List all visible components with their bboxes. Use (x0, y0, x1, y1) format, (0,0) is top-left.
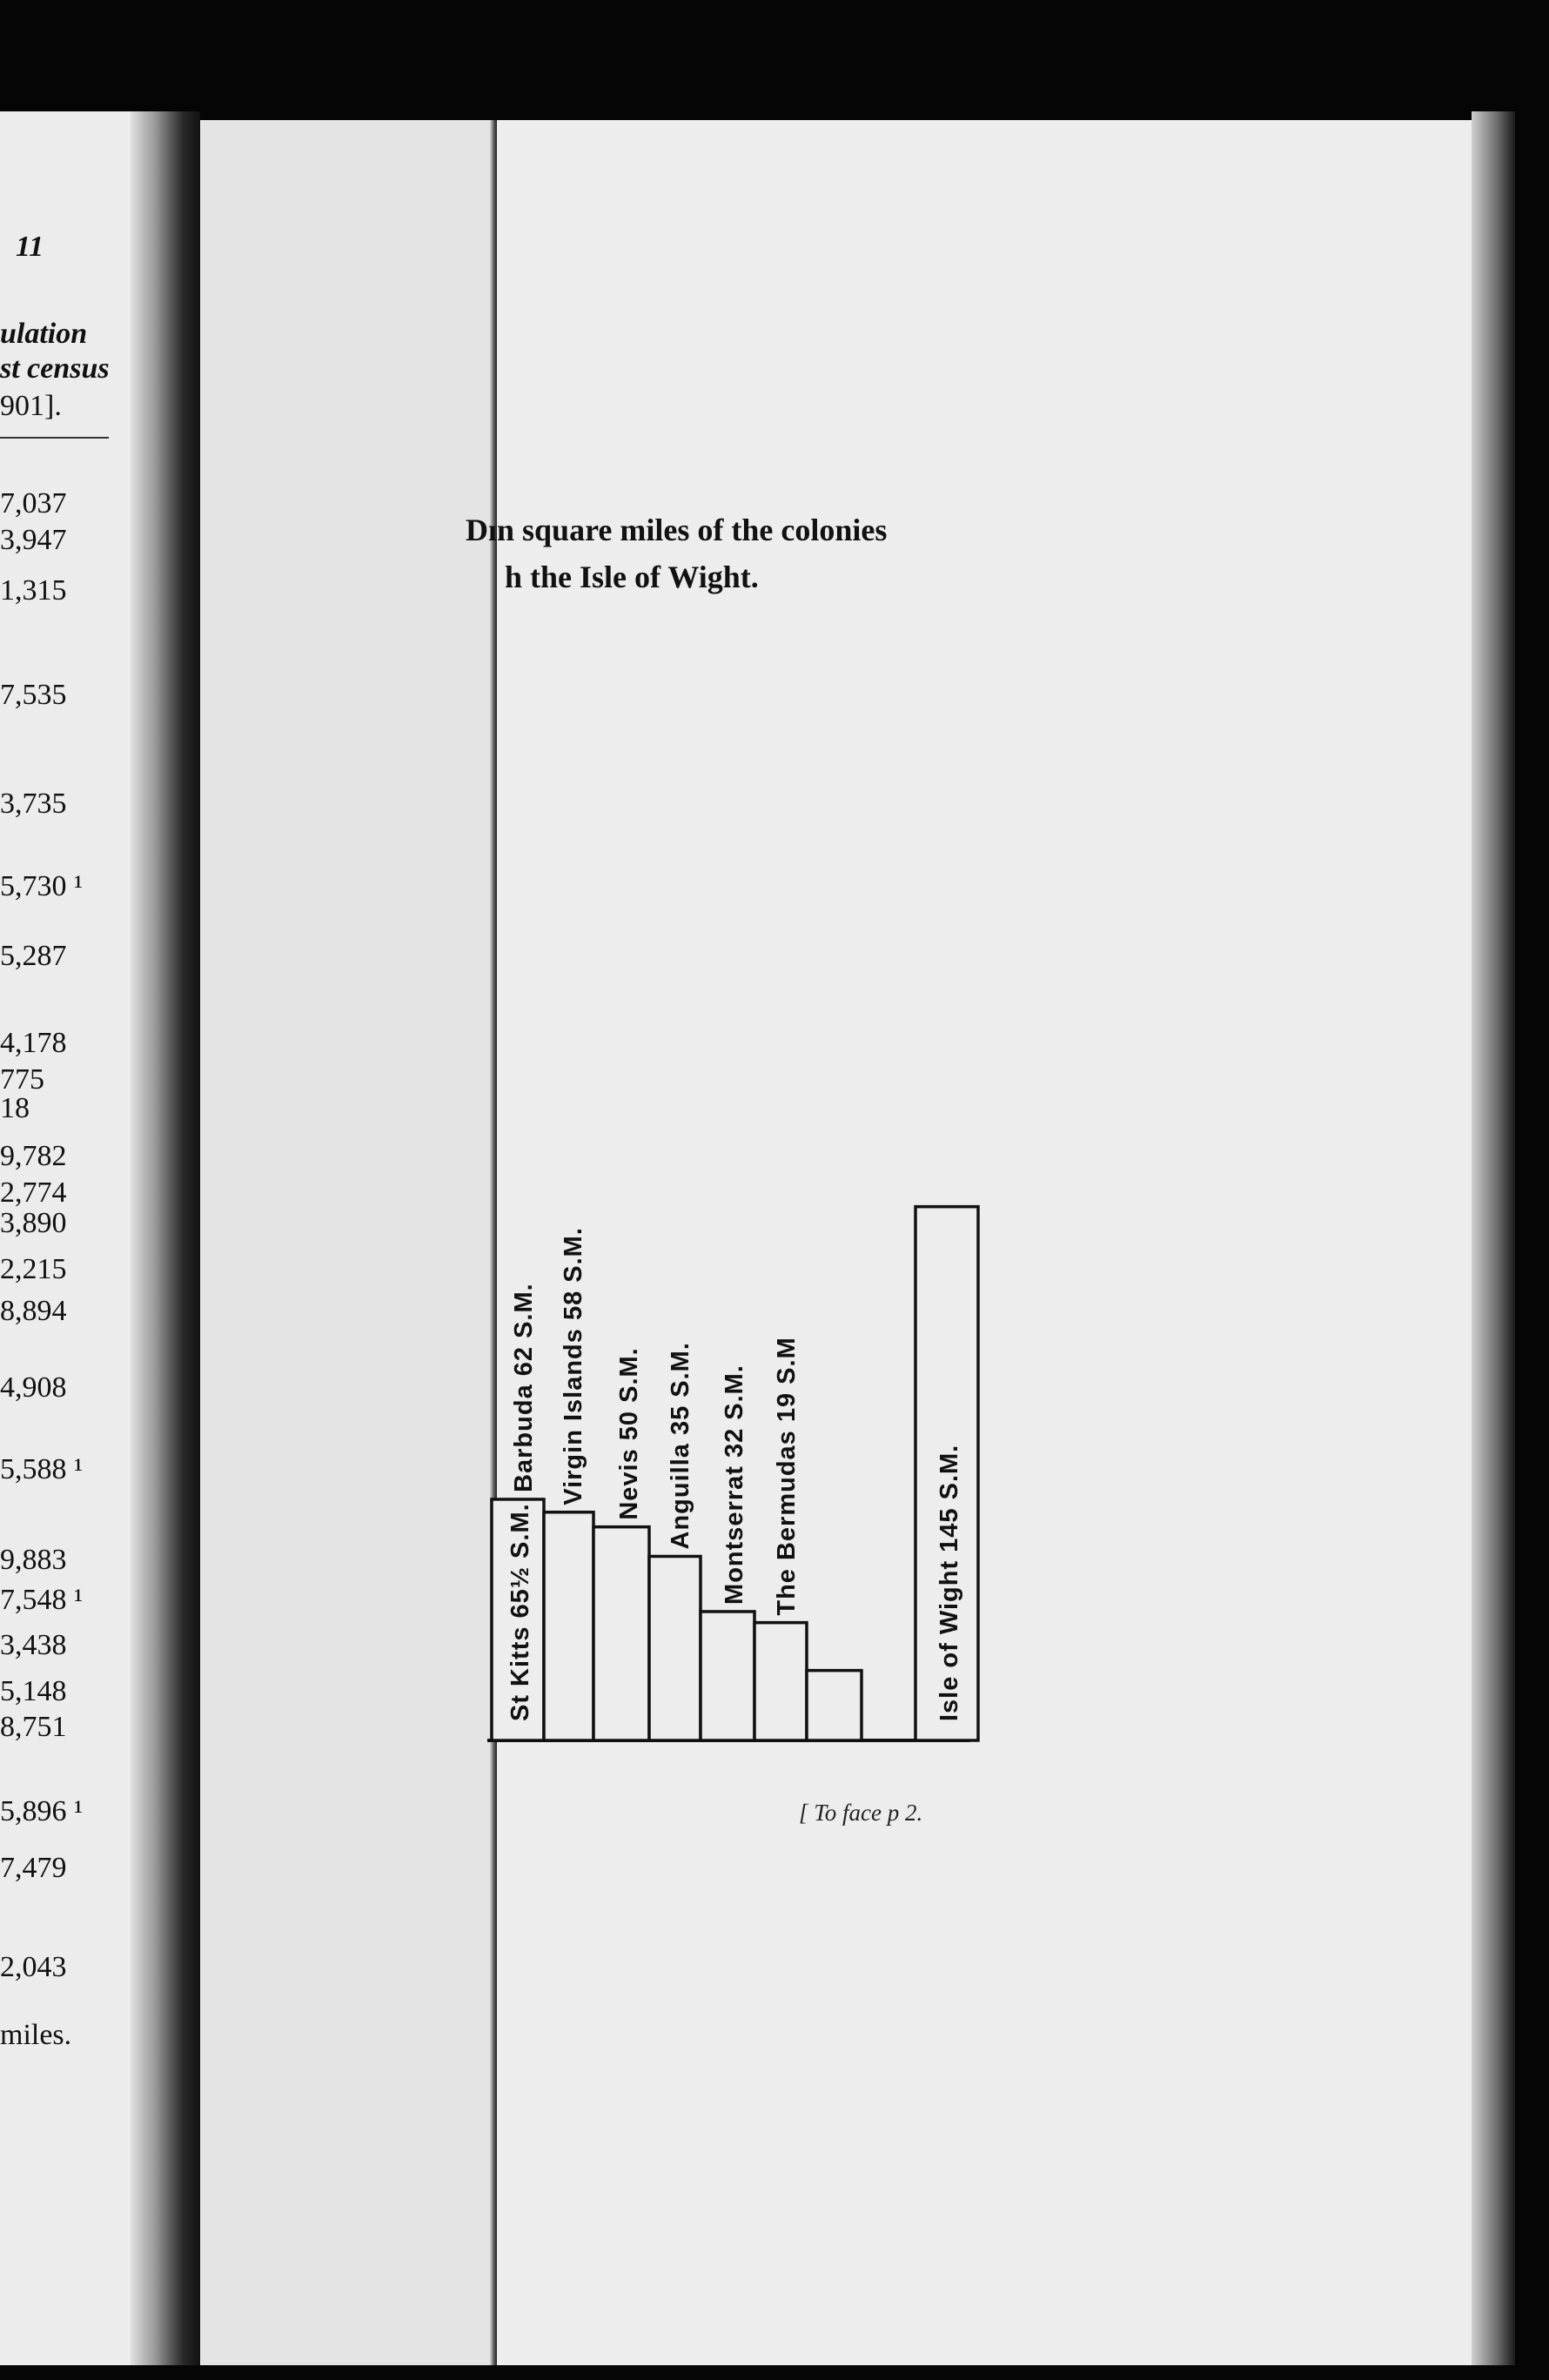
left-header-line: ulation (0, 318, 88, 350)
left-census-value: 4,178 (0, 1027, 67, 1059)
bar-label: Barbuda 62 S.M. (510, 1283, 538, 1492)
left-census-value: 5,896 ¹ (0, 1795, 84, 1827)
bar-label: Nevis 50 S.M. (615, 1347, 643, 1520)
bar-montserrat (754, 1623, 807, 1740)
bar-nevis (649, 1557, 701, 1741)
left-census-value: 18 (0, 1092, 30, 1124)
left-census-value: 2,043 (0, 1951, 67, 1983)
left-census-value: 3,947 (0, 524, 67, 556)
bar-barbuda (544, 1512, 593, 1740)
left-census-value: 3,438 (0, 1629, 67, 1661)
left-census-value: 7,037 (0, 487, 67, 520)
left-census-value: 9,883 (0, 1544, 67, 1576)
left-census-value: 3,735 (0, 788, 67, 820)
bar-virgin-islands (593, 1527, 649, 1740)
left-census-value: 2,215 (0, 1253, 67, 1285)
left-census-value: 5,588 ¹ (0, 1453, 84, 1485)
bar-anguilla (701, 1612, 754, 1740)
left-census-value: 7,479 (0, 1852, 67, 1884)
left-census-value: 1,315 (0, 574, 67, 607)
caption-line-1: Dın square miles of the colonies (466, 513, 888, 547)
left-census-value: 8,894 (0, 1295, 67, 1327)
left-census-value: 3,890 (0, 1207, 67, 1239)
bar-label: Isle of Wight 145 S.M. (935, 1444, 963, 1721)
left-census-value: 7,548 ¹ (0, 1584, 84, 1616)
caption-line-2: h the Isle of Wight. (505, 560, 759, 594)
bar-label: St Kitts 65½ S.M. (506, 1503, 534, 1721)
bar-the-bermudas (807, 1671, 862, 1740)
left-census-value: 8,751 (0, 1711, 67, 1743)
left-census-value: 5,730 ¹ (0, 870, 84, 902)
left-page-number: 11 (16, 231, 44, 263)
to-face-note: [ To face p 2. (799, 1800, 923, 1826)
left-census-value: 5,287 (0, 940, 67, 972)
left-census-value: 9,782 (0, 1140, 67, 1172)
bar-label: Virgin Islands 58 S.M. (560, 1227, 587, 1505)
bar-label: The Bermudas 19 S.M (773, 1337, 801, 1616)
bar-label: Montserrat 32 S.M. (721, 1364, 748, 1605)
left-header-line: 901]. (0, 390, 62, 422)
left-census-value: 7,535 (0, 679, 67, 711)
left-census-value: 5,148 (0, 1675, 67, 1707)
bar-label: Anguilla 35 S.M. (667, 1342, 694, 1550)
left-census-value: 775 (0, 1063, 44, 1096)
left-census-value: 2,774 (0, 1177, 67, 1209)
left-census-value: 4,908 (0, 1371, 67, 1404)
left-page-footer: miles. (0, 2019, 72, 2051)
left-header-line: st census (0, 352, 110, 385)
